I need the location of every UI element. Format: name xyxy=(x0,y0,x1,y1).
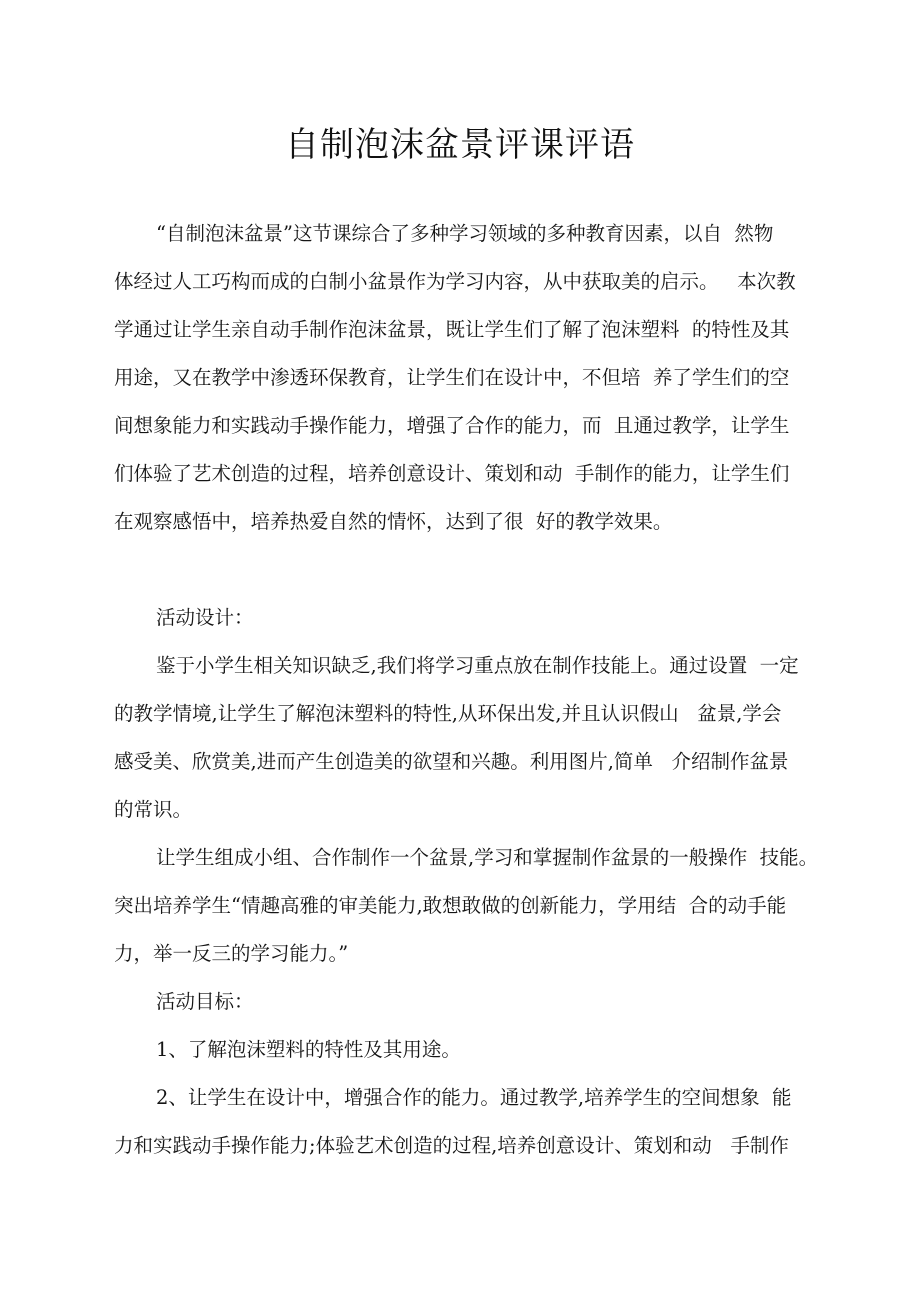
goal-item-2-line: 力和实践动手操作能力;体验艺术创造的过程,培养创意设计、策划和动 手制作 xyxy=(114,1134,789,1157)
design-p2-line: 让学生组成小组、合作制作一个盆景,学习和掌握制作盆景的一般操作 技能。 xyxy=(156,846,819,869)
intro-line: 在观察感悟中，培养热爱自然的情怀，达到了很 好的教学效果。 xyxy=(114,510,673,533)
intro-line: 体经过人工巧构而成的白制小盆景作为学习内容，从中获取美的启示。 本次教 xyxy=(114,270,796,293)
intro-line: 学通过让学生亲自动手制作泡沫盆景，既让学生们了解了泡沫塑料 的特性及其 xyxy=(114,318,790,341)
design-p1-line: 的常识。 xyxy=(114,798,193,821)
design-p1-line: 鉴于小学生相关知识缺乏,我们将学习重点放在制作技能上。通过设置 一定 xyxy=(156,654,799,677)
intro-line: 们体验了艺术创造的过程，培养创意设计、策划和动 手制作的能力，让学生们 xyxy=(114,462,790,485)
intro-line: “自制泡沫盆景”这节课综合了多种学习领域的多种教育因素，以自 然物 xyxy=(156,222,774,245)
goals-heading: 活动目标： xyxy=(156,990,254,1013)
goal-item-1: 1、了解泡沫塑料的特性及其用途。 xyxy=(156,1038,461,1061)
page-title: 自制泡沫盆景评课评语 xyxy=(285,125,635,165)
design-heading: 活动设计： xyxy=(156,606,254,629)
design-p2-line: 力，举一反三的学习能力。” xyxy=(114,942,349,965)
design-p1-line: 的教学情境,让学生了解泡沫塑料的特性,从环保出发,并且认识假山 盆景,学会 xyxy=(114,702,782,725)
design-p2-line: 突出培养学生“情趣高雅的审美能力,敢想敢做的创新能力，学用结 合的动手能 xyxy=(114,894,787,917)
goal-item-2-line: 2、让学生在设计中，增强合作的能力。通过教学,培养学生的空间想象 能 xyxy=(156,1086,792,1109)
intro-line: 用途，又在教学中渗透环保教育，让学生们在设计中，不但培 养了学生们的空 xyxy=(114,366,790,389)
intro-line: 间想象能力和实践动手操作能力，增强了合作的能力，而 且通过教学，让学生 xyxy=(114,414,790,437)
design-p1-line: 感受美、欣赏美,进而产生创造美的欲望和兴趣。利用图片,简单 介绍制作盆景 xyxy=(114,750,789,773)
